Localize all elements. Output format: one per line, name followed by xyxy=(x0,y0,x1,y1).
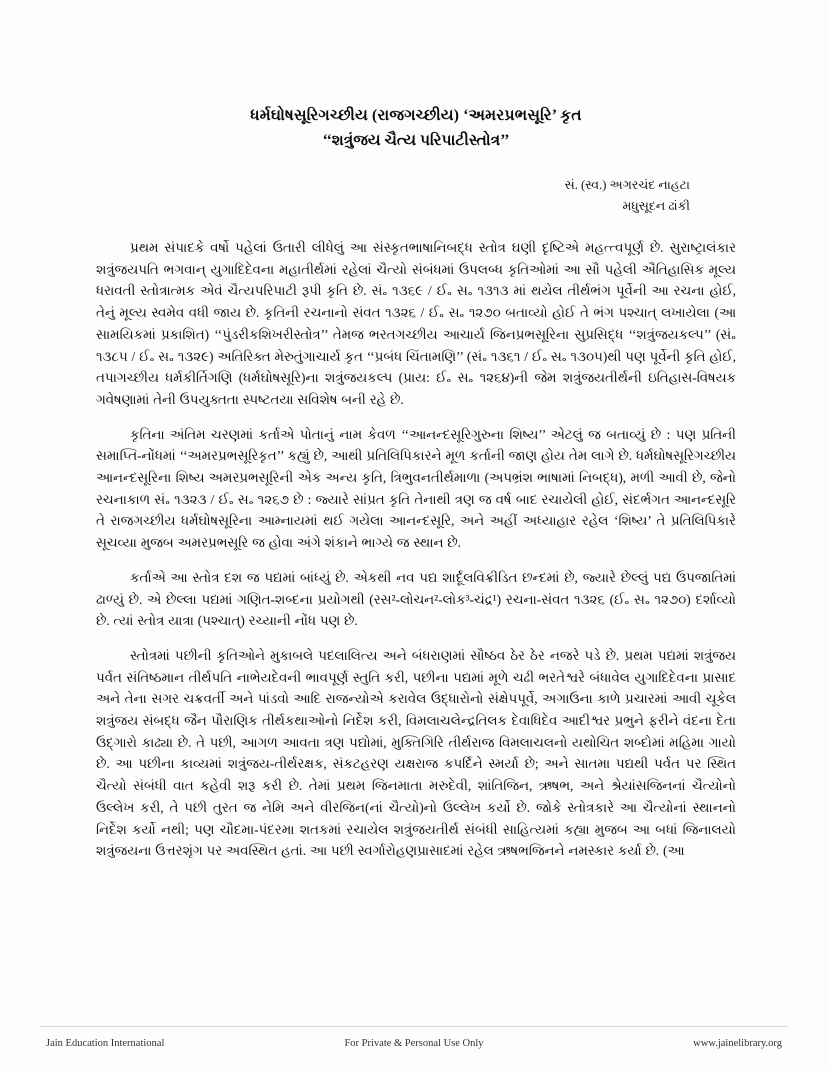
footer-usage-notice: For Private & Personal Use Only xyxy=(344,1038,484,1049)
body-text xyxy=(96,237,736,862)
title-block xyxy=(96,104,736,153)
footer-divider xyxy=(40,1026,788,1027)
paragraph: પ્રથમ સંપાદકે વર્ષો પહેલાં ઉતારી લીધેલું આ સંસ્કૃતભાષાનિબદ્ધ સ્તોત્ર ઘણી દૃષ્ટિએ મહત્ત્વપૂર્ણ છે. સુરાષ્ટ્રાલંકાર શત્રુંજયપતિ ભગવાન્ યુગાદિદેવના મહાતીર્થમાં રહેલાં ચૈત્યો સંબંધમાં ઉપલબ્ધ કૃતિઓમાં આ સૌ પહેલી ઐતિહાસિક મૂલ્ય ધરાવતી સ્તોત્રાત્મક એવં ચૈત્યપરિપાટી રૂપી કૃતિ છે. સં૰ ૧૩૬૯ / ઈ૰ સ૰ ૧૩૧૩ માં થયેલ તીર્થભંગ પૂર્વેની આ રચના હોઈ, તેનું મૂલ્ય સ્વમેવ વધી જાય છે. કૃતિની રચનાનો સંવત ૧૩૨૬ / ઈ૰ સ૰ ૧૨૭૦ બતાવ્યો હોઈ તે ભંગ પશ્ચાત્ લખાયેલા (આ સામયિકમાં પ્રકાશિત) ‘‘પુંડરીકશિખરીસ્તોત્ર’’ તેમજ ભરતગચ્છીય આચાર્ય જિનપ્રભસૂરિના સુપ્રસિદ્ધ ‘‘શત્રુંજયકલ્પ’’ (સં૰ ૧૩૮૫ / ઈ૰ સ૰ ૧૩૨૯) અતિરિક્ત મેરુતુંગાચાર્ય કૃત ‘‘પ્રબંધ ચિંતામણિ’’ (સં૰ ૧૩૬૧ / ઈ૰ સ૰ ૧૩૦૫)થી પણ પૂર્વેની કૃતિ હોઈ, તપાગચ્છીય ધર્મકીર્તિગણિ (ધર્મઘોષસૂરિ)ના શત્રુંજયકલ્પ (પ્રાય: ઈ૰ સ૰ ૧૨૬૪)ની જેમ શત્રુંજયતીર્થની ઇતિહાસ-વિષયક ગવેષણામાં તેની ઉપયુક્તતા સ્પષ્ટતયા સવિશેષ બની રહે છે. xyxy=(96,240,736,407)
page-content xyxy=(96,104,736,862)
page-title-line-1: ધર્મઘોષસૂરિગચ્છીય (રાજગચ્છીય) ‘અમરપ્રભસૂરિ’ કૃત xyxy=(250,107,582,124)
paragraph: કૃતિના અંતિમ ચરણમાં કર્તાએ પોતાનું નામ કેવળ ‘‘આનન્દસૂરિગુરુના શિષ્ય’’ એટલું જ બતાવ્યું છે : પણ પ્રતિની સમાપ્તિ-નોંધમાં ‘‘અમરપ્રભસૂરિકૃત’’ કહ્યું છે, આથી પ્રતિલિપિકારને મૂળ કર્તાની જાણ હોય તેમ લાગે છે. ધર્મઘોષસૂરિગચ્છીય આનન્દસૂરિના શિષ્ય અમરપ્રભસૂરિની એક અન્ય કૃતિ, ત્રિભુવનતીર્થમાળા (અપભ્રંશ ભાષામાં નિબદ્ધ), મળી આવી છે, જેનો રચનાકાળ સં૰ ૧૩૨૩ / ઈ૰ સ૰ ૧૨૬૭ છે : જ્યારે સાંપ્રત કૃતિ તેનાથી ત્રણ જ વર્ષ બાદ રચાયેલી હોઈ, સંદર્ભગત આનન્દસૂરિ તે રાજગચ્છીય ધર્મઘોષસૂરિના આમ્નાયમાં થઈ ગયેલા આનન્દસૂરિ, અને અહીં અધ્યાહાર રહેલ ‘શિષ્ય’ તે પ્રતિલિપિકારે સૂચવ્યા મુજબ અમરપ્રભસૂરિ જ હોવા અંગે શંકાને ભાગ્યે જ સ્થાન છે. xyxy=(96,426,736,551)
footer-website[interactable]: www.jainelibrary.org xyxy=(693,1038,782,1049)
byline-editor-2: મધુસૂદન ઢાંકી xyxy=(622,198,690,213)
footer-publisher: Jain Education International xyxy=(46,1038,165,1049)
paragraph: કર્તાએ આ સ્તોત્ર દશ જ પદ્યમાં બાંધ્યું છે. એકથી નવ પદ્ય શાર્દૂલવિક્રીડિત છન્દમાં છે, જ્યારે છેલ્લું પદ્ય ઉપજાતિમાં ઢાળ્યું છે. એ છેલ્લા પદ્યમાં ગણિત-શબ્દના પ્રયોગથી (રસ²-લોચન²-લોક³-ચંદ્ર¹) રચના-સંવત ૧૩૨૬ (ઈ૰ સ૰ ૧૨૭૦) દર્શાવ્યો છે. ત્યાં સ્તોત્ર યાત્રા (પશ્ચાત્) રચ્યાની નોંધ પણ છે. xyxy=(96,569,736,629)
page-footer xyxy=(0,1031,828,1049)
paragraph: સ્તોત્રમાં પછીની કૃતિઓને મુકાબલે પદલાલિત્ય અને બંધરાણમાં સૌષ્ઠવ ઠેર ઠેર નજરે પડે છે. પ્રથમ પદ્યમાં શત્રુંજય પર્વત સંતિષ્ઠમાન તીર્થપતિ નાભેયદેવની ભાવપૂર્ણ સ્તુતિ કરી, પછીના પદ્યમાં મૂળે ચઢી ભરતેશ્વરે બંધાવેલ યુગાદિદેવના પ્રાસાદ અને તેના સગર ચક્રવર્તી અને પાંડવો આદિ રાજન્યોએ કરાવેલ ઉદ્ધારોનો સંક્ષેપપૂર્વે, અગાઉના કાળે પ્રચારમાં આવી ચૂકેલ શત્રુંજય સંબદ્ધ જૈન પૌરાણિક તીર્થકથાઓનો નિર્દેશ કરી, વિમલાચલેન્દ્રતિલક દેવાધિદેવ આદીશ્વર પ્રભુને ફરીને વંદના દેતા ઉદ્ગારો કાઢ્યા છે. તે પછી, આગળ આવતા ત્રણ પદ્યોમાં, મુક્તિગિરિ તીર્થરાજ વિમલાચલનો યથોચિત શબ્દોમાં મહિમા ગાયો છે. આ પછીના કાવ્યમાં શત્રુંજય-તીર્થરક્ષક, સંકટહરણ યક્ષરાજ કપર્દિને સ્મર્યા છે; અને સાતમા પદ્યથી પર્વત પર સ્થિત ચૈત્યો સંબંધી વાત કહેવી શરૂ કરી છે. તેમાં પ્રથમ જિનમાતા મરુદેવી, શાંતિજિન, ઋષભ, અને શ્રેયાંસજિનનાં ચૈત્યોનો ઉલ્લેખ કરી, તે પછી તુરત જ નેમિ અને વીરજિન(નાં ચૈત્યો)નો ઉલ્લેખ કર્યો છે. જોકે સ્તોત્રકારે આ ચૈત્યોનાં સ્થાનનો નિર્દેશ કર્યો નથી; પણ ચૌદમા-પંદરમા શતકમાં રચાયેલ શત્રુંજયતીર્થ સંબંધી સાહિત્યમાં કહ્યા મુજબ આ બધાં જિનાલયો શત્રુંજયના ઉત્તરશૃંગ પર અવસ્થિત હતાં. આ પછી સ્વર્ગારોહણપ્રાસાદમાં રહેલ ઋષભજિનને નમસ્કાર કર્યા છે. (આ xyxy=(96,647,736,859)
page-title-line-2: ‘‘શત્રુંજય ચૈત્ય પરિપાટીસ્તોત્ર’’ xyxy=(322,132,510,150)
byline xyxy=(96,175,690,218)
byline-editor-1: સં. (સ્વ.) અગરચંદ નાહટા xyxy=(564,177,690,192)
